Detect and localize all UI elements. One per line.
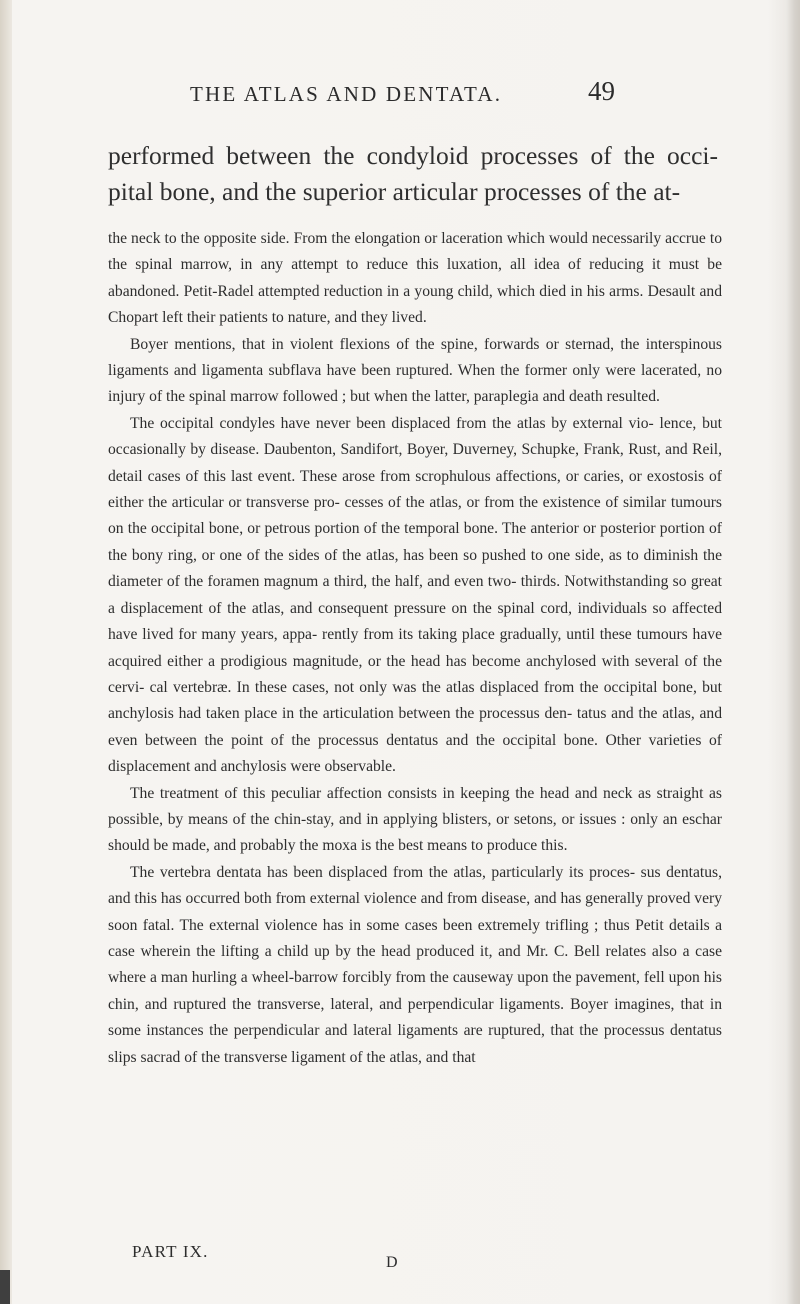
- lead-paragraph: [108, 138, 718, 210]
- page-right-edge: [786, 0, 800, 1304]
- paragraph-3: The occipital condyles have never been displaced from the atlas by external vio- lence, but occasionally by disease. Daubenton, Sandifort, Boyer, Duverney, Schupke, Frank, Rust, and Reil, detail cases of this last event. These arose from scrophulous affections, or caries, or exostosis of either the articular or transverse pro- cesses of the atlas, or from the existence of similar tumours on the occipital bone, or petrous portion of the temporal bone. The anterior or posterior portion of the bony ring, or one of the sides of the atlas, has been so pushed to one side, as to diminish the diameter of the foramen magnum a third, the half, and even two- thirds. Notwithstanding so great a displacement of the atlas, and consequent pressure on the spinal cord, individuals so affected have lived for many years, appa- rently from its taking place gradually, until these tumours have acquired either a prodigious magnitude, or the head has become anchylosed with several of the cervi- cal vertebræ. In these cases, not only was the atlas displaced from the occipital bone, but anchylosis had taken place in the articulation between the processus den- tatus and the atlas, and even between the point of the processus dentatus and the occipital bone. Other varieties of displacement and anchylosis were observable.: [108, 414, 722, 776]
- page-left-edge: [0, 0, 12, 1304]
- signature-part: PART IX.: [132, 1242, 209, 1261]
- paragraph-4: The treatment of this peculiar affection consists in keeping the head and neck as straight as possible, by means of the chin-stay, and in applying blisters, or setons, or issues : only an eschar should be made, and probably the moxa is the best means to produce this.: [108, 784, 722, 855]
- signature-mark: D: [386, 1254, 398, 1271]
- paragraph-5: The vertebra dentata has been displaced from the atlas, particularly its proces- sus dentatus, and this has occurred both from external violence and from disease, and has generally proved very soon fatal. The external violence has in some cases been extremely trifling ; thus Petit details a case wherein the lifting a child up by the head produced it, and Mr. C. Bell relates also a case where a man hurling a wheel-barrow forcibly from the causeway upon the pavement, fell upon his chin, and ruptured the transverse, lateral, and perpendicular ligaments. Boyer imagines, that in some instances the perpendicular and lateral ligaments are ruptured, that the processus dentatus slips sacrad of the transverse ligament of the atlas, and that: [108, 863, 722, 1066]
- running-title: THE ATLAS AND DENTATA.: [190, 82, 503, 106]
- page-number: 49: [588, 76, 615, 106]
- body-text: [108, 226, 722, 1071]
- lead-text: performed between the condyloid processes of the occi- pital bone, and the superior articular processes of the at-: [108, 141, 718, 206]
- paragraph-2: Boyer mentions, that in violent flexions of the spine, forwards or sternad, the interspinous ligaments and ligamenta subflava have been ruptured. When the former only were lacerated, no injury of the spinal marrow followed ; but when the latter, paraplegia and death resulted.: [108, 335, 722, 406]
- running-head: [0, 76, 800, 110]
- paragraph-1: the neck to the opposite side. From the elongation or laceration which would necessarily accrue to the spinal marrow, in any attempt to reduce this luxation, all idea of reducing it must be abandoned. Petit-Radel attempted reduction in a young child, which died in his arms. Desault and Chopart left their patients to nature, and they lived.: [108, 230, 722, 327]
- page-footer: [132, 1242, 572, 1282]
